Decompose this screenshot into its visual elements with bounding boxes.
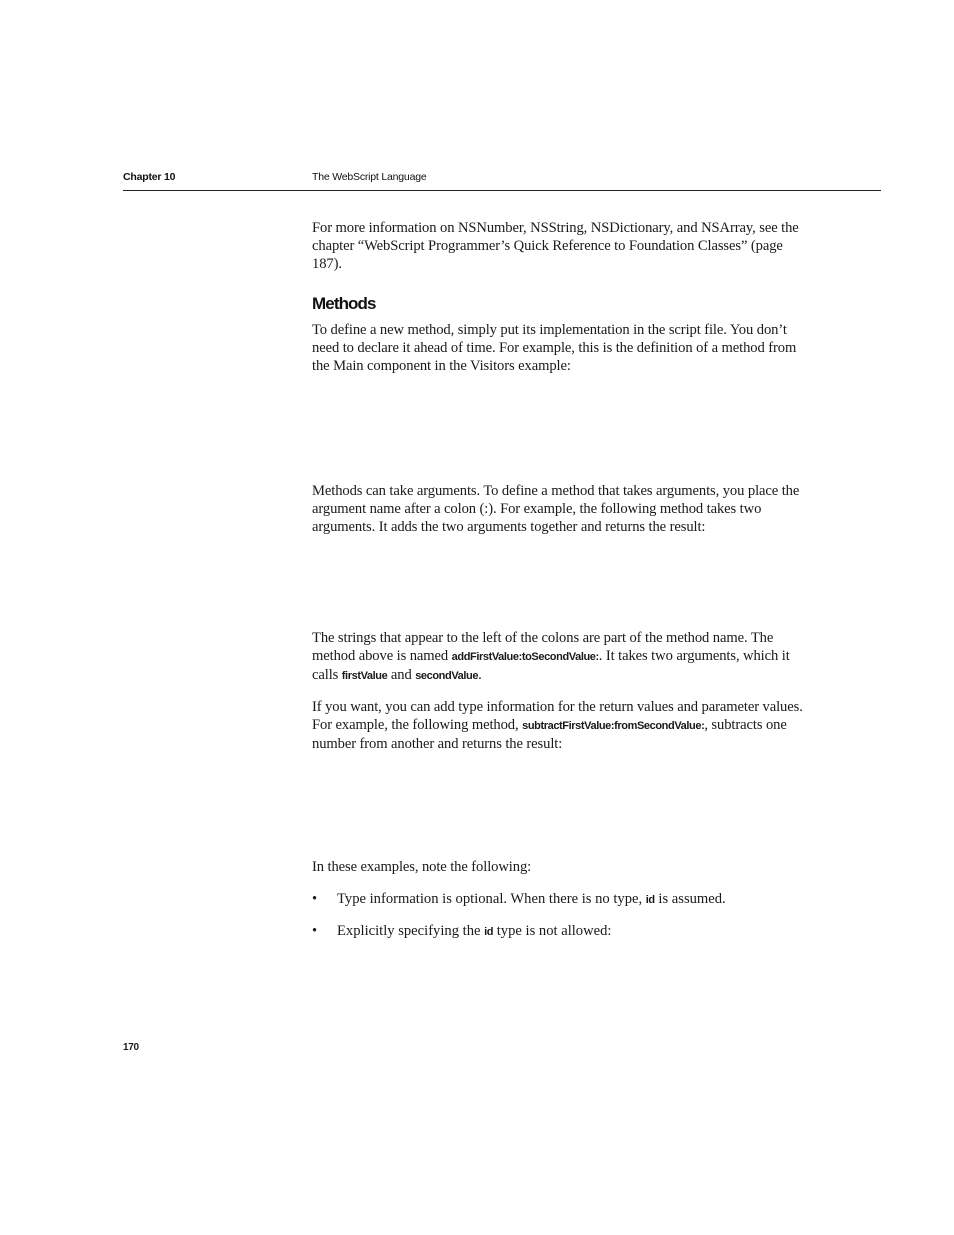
bullet-mark: • bbox=[312, 891, 318, 907]
bullet-text bbox=[337, 890, 726, 909]
text-run: , subtracts one number from another and returns the result: bbox=[312, 717, 787, 753]
text-run: . bbox=[478, 667, 482, 684]
text-run: and bbox=[387, 667, 416, 684]
arguments-paragraph: Methods can take arguments. To define a method that takes arguments, you place the argument name after a colon (:). For example, the following method takes two arguments. It adds the two arguments together and returns the result: bbox=[312, 483, 800, 536]
header-rule bbox=[123, 190, 881, 191]
inline-code-subtract-method: subtractFirstValue:fromSecondValue: bbox=[522, 720, 705, 733]
text-run: Explicitly specifying the bbox=[337, 923, 485, 939]
page-number: 170 bbox=[123, 1042, 139, 1053]
inline-code-second-arg: secondValue bbox=[415, 670, 479, 683]
text-run: type is not allowed: bbox=[493, 923, 612, 939]
define-method-paragraph: To define a new method, simply put its implementation in the script file. You don’t need to declare it ahead of time. For example, this is the definition of a method from the Main component in the Visitors example: bbox=[312, 322, 797, 375]
running-header-title: The WebScript Language bbox=[312, 171, 427, 183]
text-run: is assumed. bbox=[654, 891, 726, 907]
bullet-text bbox=[337, 922, 611, 941]
inline-code-first-arg: firstValue bbox=[341, 670, 388, 683]
bullet-mark: • bbox=[312, 923, 318, 939]
type-info-paragraph bbox=[312, 698, 812, 754]
inline-code-method-name: addFirstValue:toSecondValue: bbox=[451, 651, 599, 664]
intro-paragraph: For more information on NSNumber, NSString, NSDictionary, and NSArray, see the chapter “WebScript Programmer’s Quick Reference to Foundation Classes” (page 187). bbox=[312, 220, 799, 273]
text-run: Type information is optional. When there is no type, bbox=[337, 891, 646, 907]
text-run: The strings that appear to the left of the colons are part of the method name. The method above is named bbox=[312, 630, 774, 665]
inline-code-id: id bbox=[645, 894, 655, 906]
text-run: If you want, you can add type information for the return values and parameter values. For example, the following method, bbox=[312, 699, 803, 734]
running-header-chapter: Chapter 10 bbox=[123, 171, 176, 183]
text-run: . It takes two arguments, which it calls bbox=[312, 648, 790, 684]
inline-code-id: id bbox=[484, 926, 494, 938]
note-paragraph: In these examples, note the following: bbox=[312, 859, 532, 875]
method-name-paragraph bbox=[312, 629, 812, 686]
section-heading-methods: Methods bbox=[312, 294, 376, 313]
